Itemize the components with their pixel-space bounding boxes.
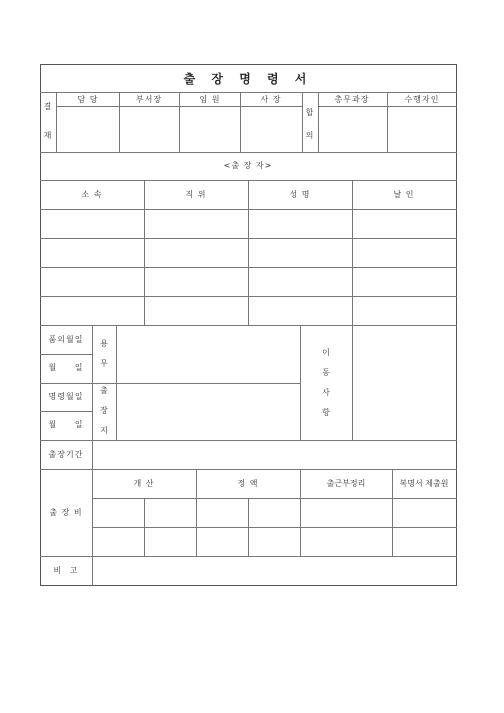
traveler-col-name: 성 명 — [289, 190, 311, 199]
traveler-col-divider — [144, 180, 145, 325]
approval-label-bottom: 재 — [43, 131, 53, 140]
traveler-col-divider — [352, 180, 353, 325]
month-day-label: 월 일 — [48, 420, 84, 429]
expense-col-divider — [300, 469, 301, 556]
approval-col-divider — [302, 92, 303, 152]
traveler-col-position: 직 위 — [185, 190, 207, 199]
destination-label: 출 장 지 — [100, 386, 108, 435]
expense-col-report: 복명서 제출원 — [399, 479, 449, 488]
traveler-header: <출 장 자> — [223, 161, 273, 170]
details-row-line — [40, 411, 92, 412]
details-subject-divider — [116, 325, 117, 440]
coop-label-bottom: 의 — [305, 131, 315, 140]
request-date-label: 품의월일 — [48, 335, 84, 344]
details-row-line — [40, 354, 92, 355]
form-title: 출 장 명 령 서 — [183, 72, 313, 86]
approval-col-divider — [240, 92, 241, 152]
purpose-label: 용 무 — [100, 339, 108, 368]
period-label-divider — [92, 440, 93, 469]
approval-col-divider — [179, 92, 180, 152]
approval-col-divider — [119, 92, 120, 152]
approval-col-executive: 임 원 — [199, 95, 221, 104]
title-divider — [40, 92, 457, 93]
order-date-label: 명령월일 — [48, 392, 84, 401]
expense-col-divider — [392, 469, 393, 556]
period-label: 출장기간 — [48, 450, 84, 459]
coop-col-general-affairs: 총무과장 — [334, 95, 370, 104]
transport-label: 이 동 사 항 — [322, 348, 330, 417]
approval-col-president: 사 장 — [260, 95, 282, 104]
details-label-divider — [92, 325, 93, 440]
remarks-label: 비 고 — [53, 566, 79, 575]
expense-col-divider — [196, 469, 197, 556]
approval-label-top: 결 — [43, 102, 53, 111]
approval-bottom-line — [40, 152, 457, 153]
traveler-col-affiliation: 소 속 — [81, 190, 103, 199]
details-transport-left — [300, 325, 301, 440]
period-bottom-line — [40, 469, 457, 470]
month-day-label: 월 일 — [48, 363, 84, 372]
remarks-label-divider — [92, 556, 93, 586]
expense-header-line — [92, 498, 457, 499]
expense-row-line — [92, 527, 457, 528]
expense-subcol-divider — [144, 498, 145, 556]
coop-col-divider — [387, 92, 388, 152]
approval-col-staff: 담 당 — [77, 95, 99, 104]
expense-col-attendance: 출근부정리 — [326, 479, 366, 488]
expense-col-estimate: 개 산 — [133, 479, 155, 488]
coop-label-divider — [318, 92, 319, 152]
traveler-bottom-line — [40, 325, 457, 326]
traveler-col-seal: 날 인 — [393, 190, 415, 199]
expense-label-divider — [92, 469, 93, 556]
approval-label-divider — [56, 92, 57, 152]
expense-subcol-divider — [248, 498, 249, 556]
expense-col-fixed: 정 액 — [237, 479, 259, 488]
details-mid-line — [40, 383, 300, 384]
traveler-col-divider — [248, 180, 249, 325]
details-transport-right — [352, 325, 353, 440]
coop-col-attendant: 수행자인 — [404, 95, 440, 104]
expense-bottom-line — [40, 556, 457, 557]
approval-col-dept-head: 부서장 — [135, 95, 163, 104]
coop-label-top: 합 — [305, 108, 315, 117]
expense-label: 출 장 비 — [49, 508, 83, 517]
